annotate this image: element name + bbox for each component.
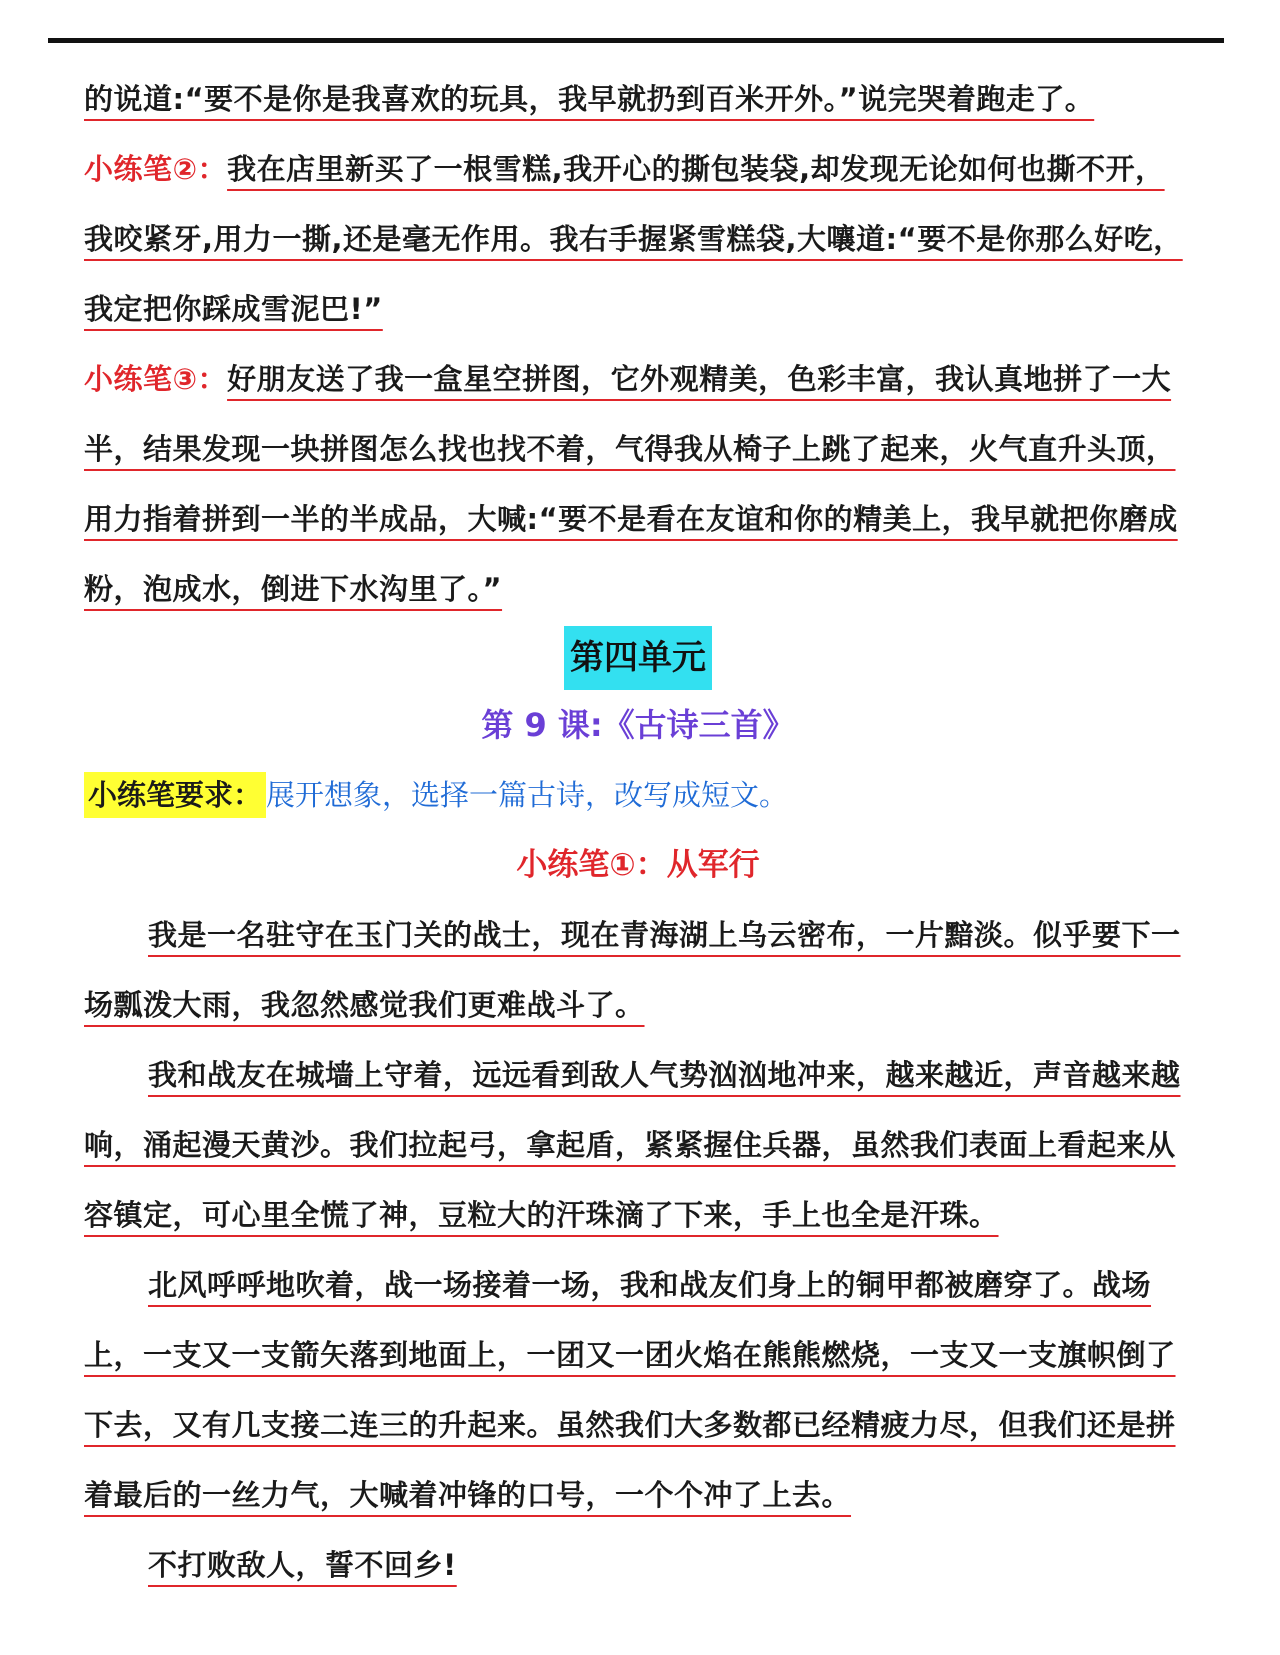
exercise-2-label: 小练笔②： <box>84 152 228 186</box>
exercise-3-label: 小练笔③： <box>84 362 228 396</box>
requirement-row <box>84 760 1192 830</box>
requirement-label: 小练笔要求： <box>84 772 266 818</box>
unit-title-row <box>84 626 1192 690</box>
document-body <box>84 64 1192 1600</box>
essay-paragraph-4-text: 不打败敌人，誓不回乡! <box>148 1548 457 1582</box>
unit-title: 第四单元 <box>564 626 712 690</box>
top-rule <box>48 38 1224 43</box>
essay-title: 小练笔①：从军行 <box>516 847 760 883</box>
exercise-3 <box>84 344 1192 624</box>
essay-paragraph-4 <box>84 1530 1192 1600</box>
requirement-text: 展开想象，选择一篇古诗，改写成短文。 <box>266 778 789 812</box>
essay-paragraph-1-text: 我是一名驻守在玉门关的战士，现在青海湖上乌云密布，一片黯淡。似乎要下一场瓢泼大雨，我忽然感觉我们更难战斗了。 <box>84 918 1181 1022</box>
essay-paragraph-2 <box>84 1040 1192 1250</box>
essay-paragraph-1 <box>84 900 1192 1040</box>
top-paragraph <box>84 64 1192 134</box>
essay-paragraph-3 <box>84 1250 1192 1530</box>
exercise-3-text: 好朋友送了我一盒星空拼图，它外观精美，色彩丰富，我认真地拼了一大半，结果发现一块拼图怎么找也找不着，气得我从椅子上跳了起来，火气直升头顶，用力指着拼到一半的半成品，大喊:“要不是看在友谊和你的精美上，我早就把你磨成粉，泡成水，倒进下水沟里了。” <box>84 362 1178 606</box>
essay-paragraph-3-text: 北风呼呼地吹着，战一场接着一场，我和战友们身上的铜甲都被磨穿了。战场上，一支又一支箭矢落到地面上，一团又一团火焰在熊熊燃烧，一支又一支旗帜倒了下去，又有几支接二连三的升起来。虽然我们大多数都已经精疲力尽，但我们还是拼着最后的一丝力气，大喊着冲锋的口号，一个个冲了上去。 <box>84 1268 1176 1512</box>
exercise-2-text: 我在店里新买了一根雪糕,我开心的撕包装袋,却发现无论如何也撕不开，我咬紧牙,用力一撕,还是毫无作用。我右手握紧雪糕袋,大嚷道:“要不是你那么好吃，我定把你踩成雪泥巴!” <box>84 152 1183 326</box>
top-paragraph-text: 的说道:“要不是你是我喜欢的玩具，我早就扔到百米开外。”说完哭着跑走了。 <box>84 82 1095 116</box>
lesson-title: 第 9 课:《古诗三首》 <box>481 706 795 744</box>
exercise-2 <box>84 134 1192 344</box>
essay-paragraph-2-text: 我和战友在城墙上守着，远远看到敌人气势汹汹地冲来，越来越近，声音越来越响，涌起漫天黄沙。我们拉起弓，拿起盾，紧紧握住兵器，虽然我们表面上看起来从容镇定，可心里全慌了神，豆粒大的汗珠滴了下来，手上也全是汗珠。 <box>84 1058 1181 1232</box>
